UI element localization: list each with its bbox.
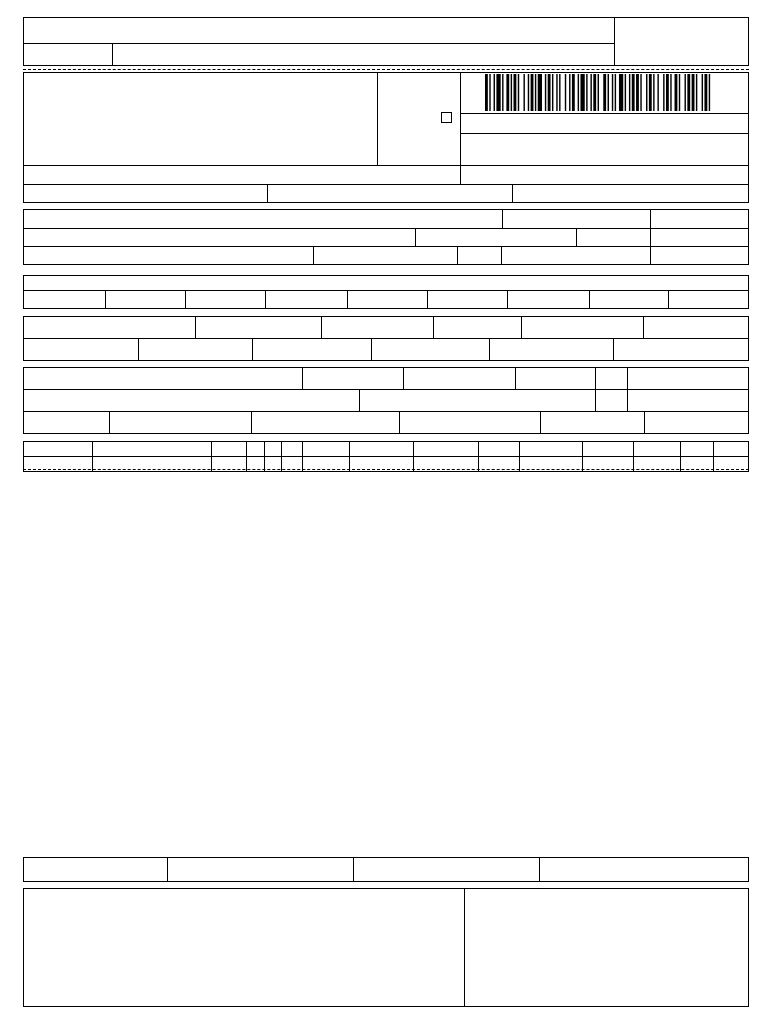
transport-col [540, 411, 541, 434]
barcode-bar [559, 74, 560, 111]
tax-col [138, 338, 139, 361]
products-col [264, 441, 265, 472]
products-col [302, 441, 303, 472]
invoice-row-divider [23, 290, 749, 291]
emitter-row-divider [23, 184, 749, 185]
tax-col [321, 316, 322, 338]
barcode-bar [709, 74, 710, 111]
barcode-bar [528, 74, 529, 111]
transport-col [399, 411, 400, 434]
invoice-col [265, 290, 266, 309]
transport-col [595, 367, 596, 411]
barcode-bar [632, 74, 635, 111]
issqn-col [539, 857, 540, 882]
emitter-col [377, 72, 378, 166]
transport-col [302, 367, 303, 389]
recipient-col [576, 228, 577, 246]
recipient-col [502, 209, 503, 228]
tax-col [371, 338, 372, 361]
barcode-bar [518, 74, 519, 111]
products-col [413, 441, 414, 472]
transport-col [403, 367, 404, 389]
tax-col [252, 338, 253, 361]
products-row-divider [23, 469, 749, 470]
invoice-col [185, 290, 186, 309]
issqn-block [23, 857, 749, 882]
barcode-bar [578, 74, 579, 111]
barcode-bar [502, 74, 503, 111]
access-key-barcode [485, 74, 713, 111]
barcode-bar [619, 74, 623, 111]
emitter-bottom-col [512, 184, 513, 203]
barcode-bar [675, 74, 678, 111]
issqn-col [353, 857, 354, 882]
products-header-divider [23, 456, 749, 457]
recipient-col [415, 228, 416, 246]
products-col [478, 441, 479, 472]
barcode-row-divider [460, 133, 749, 134]
entry-exit-checkbox[interactable] [441, 112, 452, 123]
barcode-bar [580, 74, 584, 111]
barcode-bar [687, 74, 690, 111]
transport-row-divider [23, 411, 749, 412]
barcode-bar [636, 74, 639, 111]
barcode-bar [545, 74, 546, 111]
products-col [211, 441, 212, 472]
tax-col [489, 338, 490, 361]
barcode-bar [666, 74, 669, 111]
barcode-bar [506, 74, 509, 111]
transport-col [359, 389, 360, 411]
products-col [633, 441, 634, 472]
invoice-col [347, 290, 348, 309]
barcode-bar [612, 74, 613, 111]
emitter-bottom-col [267, 184, 268, 203]
barcode-bar [572, 74, 575, 111]
barcode-bar [569, 74, 570, 111]
products-col [92, 441, 93, 472]
products-col [713, 441, 714, 472]
products-col [519, 441, 520, 472]
recipient-block [23, 209, 749, 265]
recipient-row-divider [23, 246, 749, 247]
barcode-bar [649, 74, 652, 111]
danfe-col [460, 72, 461, 185]
barcode-bar [679, 74, 680, 111]
barcode-bar [625, 74, 626, 111]
barcode-bar [640, 74, 641, 111]
invoice-col [507, 290, 508, 309]
barcode-bar [629, 74, 630, 111]
barcode-bar [565, 74, 566, 111]
barcode-bar [548, 74, 551, 111]
barcode-bar [586, 74, 587, 111]
products-col [246, 441, 247, 472]
issqn-col [167, 857, 168, 882]
barcode-bar [702, 74, 703, 111]
transport-col [644, 411, 645, 434]
barcode-bar [552, 74, 553, 111]
invoice-col [589, 290, 590, 309]
barcode-bar [531, 74, 534, 111]
barcode-bar [556, 74, 557, 111]
additional-info-block [23, 888, 749, 1007]
barcode-bar [511, 74, 512, 111]
tax-col [613, 338, 614, 361]
barcode-bar [514, 74, 517, 111]
barcode-bar [494, 74, 495, 111]
tax-col [195, 316, 196, 338]
barcode-bar [603, 74, 606, 111]
invoice-block [23, 275, 749, 309]
tax-col [521, 316, 522, 338]
barcode-bar [489, 74, 490, 111]
receipt-header-col [614, 17, 615, 66]
invoice-col [668, 290, 669, 309]
barcode-bar [704, 74, 707, 111]
barcode-bar [646, 74, 647, 111]
products-col [582, 441, 583, 472]
tax-col [433, 316, 434, 338]
barcode-bar [538, 74, 542, 111]
recipient-row-divider [23, 228, 749, 229]
barcode-bar [692, 74, 695, 111]
barcode-bar [598, 74, 599, 111]
transport-col [515, 367, 516, 389]
transport-row-divider [23, 389, 749, 390]
emitter-row-divider [23, 165, 749, 166]
barcode-bar [615, 74, 616, 111]
barcode-bar [535, 74, 536, 111]
invoice-col [105, 290, 106, 309]
barcode-row-divider [460, 113, 749, 114]
barcode-bar [523, 74, 524, 111]
transport-col [627, 367, 628, 411]
barcode-bar [590, 74, 591, 111]
transport-block [23, 367, 749, 434]
barcode-bar [657, 74, 658, 111]
barcode-bar [496, 74, 500, 111]
barcode-bar [670, 74, 671, 111]
tax-row-divider [23, 338, 749, 339]
barcode-bar [608, 74, 609, 111]
cut-line [23, 69, 749, 70]
barcode-bar [696, 74, 697, 111]
products-col [680, 441, 681, 472]
barcode-bar [653, 74, 654, 111]
receipt-header [23, 17, 749, 66]
barcode-bar [663, 74, 664, 111]
invoice-col [427, 290, 428, 309]
transport-col [109, 411, 110, 434]
recipient-col [313, 246, 314, 265]
recipient-col [501, 246, 502, 265]
barcode-bar [593, 74, 596, 111]
transport-col [251, 411, 252, 434]
recipient-col [457, 246, 458, 265]
barcode-bar [485, 74, 488, 111]
additional-info-col [464, 888, 465, 1007]
recipient-col [650, 209, 651, 265]
tax-col [643, 316, 644, 338]
products-col [281, 441, 282, 472]
products-col [349, 441, 350, 472]
barcode-bar [685, 74, 686, 111]
receipt-header-col [112, 43, 113, 66]
